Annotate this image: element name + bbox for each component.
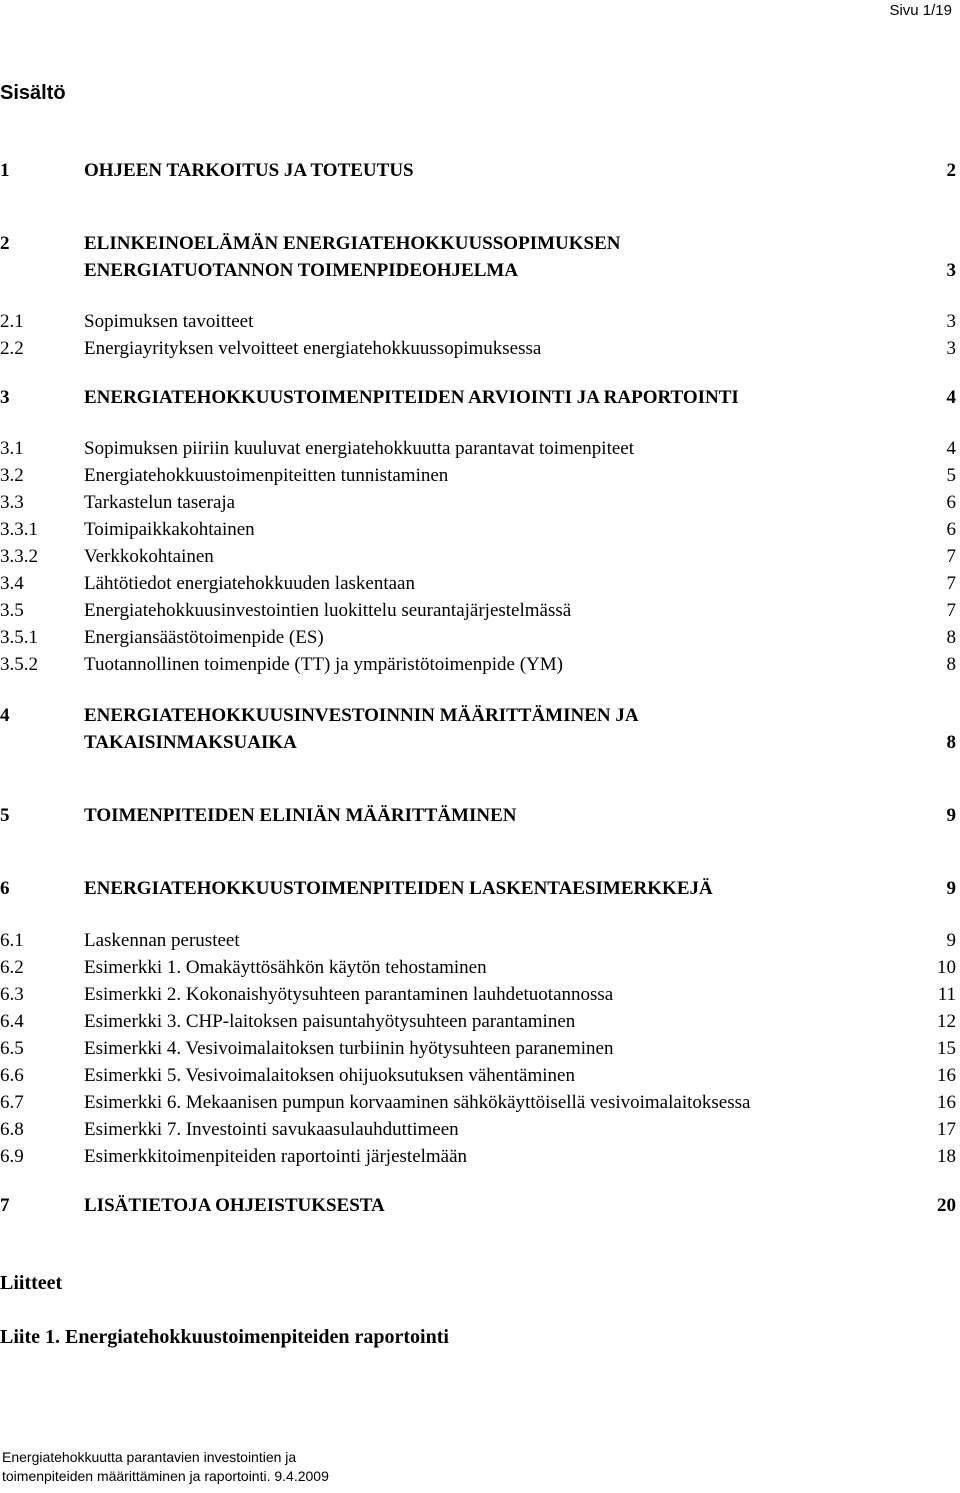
toc-entry-number: 6.4 <box>0 1011 24 1032</box>
toc-entry-number: 3.3 <box>0 492 24 513</box>
toc-entry-page: 7 <box>946 600 956 621</box>
toc-entry-number: 6.6 <box>0 1065 24 1086</box>
toc-entry-title: Tuotannollinen toimenpide (TT) ja ympäristötoimenpide (YM) <box>84 654 563 675</box>
toc-entry-number: 3.5.2 <box>0 654 38 675</box>
toc-entry-number: 7 <box>0 1195 10 1216</box>
toc-entry-page: 8 <box>946 627 956 648</box>
toc-entry-page: 17 <box>937 1119 956 1140</box>
toc-entry-number: 3.5.1 <box>0 627 38 648</box>
toc-entry-number: 3.2 <box>0 465 24 486</box>
toc-entry-page: 6 <box>946 492 956 513</box>
toc-entry-page: 9 <box>946 878 956 899</box>
toc-entry-title: ENERGIATEHOKKUUSINVESTOINNIN MÄÄRITTÄMINEN JA <box>84 705 639 726</box>
toc-entry-number: 1 <box>0 160 10 181</box>
toc-entry-number: 6.9 <box>0 1146 24 1167</box>
toc-entry-title: TOIMENPITEIDEN ELINIÄN MÄÄRITTÄMINEN <box>84 805 517 826</box>
toc-entry-number: 2.1 <box>0 311 24 332</box>
toc-entry-page: 20 <box>937 1195 956 1216</box>
toc-entry-number: 2 <box>0 233 10 254</box>
toc-entry-number: 5 <box>0 805 10 826</box>
toc-entry-page: 9 <box>946 930 956 951</box>
toc-entry-title: Verkkokohtainen <box>84 546 214 567</box>
toc-entry-number: 6.3 <box>0 984 24 1005</box>
toc-entry-number: 6.8 <box>0 1119 24 1140</box>
toc-entry-page: 9 <box>946 805 956 826</box>
toc-entry-number: 3.5 <box>0 600 24 621</box>
toc-entry-page: 10 <box>937 957 956 978</box>
toc-entry-page: 18 <box>937 1146 956 1167</box>
toc-entry-page: 8 <box>946 732 956 753</box>
toc-entry-page: 8 <box>946 654 956 675</box>
toc-entry-number: 3 <box>0 387 10 408</box>
toc-entry-title: ENERGIATEHOKKUUSTOIMENPITEIDEN LASKENTAESIMERKKEJÄ <box>84 878 713 899</box>
toc-entry-title: ELINKEINOELÄMÄN ENERGIATEHOKKUUSSOPIMUKSEN <box>84 233 621 254</box>
toc-entry-number: 3.1 <box>0 438 24 459</box>
toc-entry-page: 12 <box>937 1011 956 1032</box>
toc-entry-title: Toimipaikkakohtainen <box>84 519 255 540</box>
toc-entry-page: 16 <box>937 1092 956 1113</box>
toc-entry-page: 11 <box>937 984 956 1005</box>
toc-entry-number: 6.5 <box>0 1038 24 1059</box>
appendix-item-1[interactable]: Liite 1. Energiatehokkuustoimenpiteiden raportointi <box>0 1326 449 1348</box>
page-number: Sivu 1/19 <box>889 2 952 19</box>
toc-entry-number: 6 <box>0 878 10 899</box>
page-footer <box>2 1448 329 1486</box>
toc-entry-page: 3 <box>946 260 956 281</box>
toc-entry-title: Esimerkki 6. Mekaanisen pumpun korvaaminen sähkökäyttöisellä vesivoimalaitoksessa <box>84 1092 751 1113</box>
toc-entry-page: 16 <box>937 1065 956 1086</box>
toc-entry-title: Sopimuksen piiriin kuuluvat energiatehokkuutta parantavat toimenpiteet <box>84 438 634 459</box>
toc-entry-page: 3 <box>946 311 956 332</box>
toc-entry-title: Energiayrityksen velvoitteet energiatehokkuussopimuksessa <box>84 338 542 359</box>
toc-entry-page: 7 <box>946 573 956 594</box>
toc-entry-page: 4 <box>946 387 956 408</box>
toc-entry-title: Sopimuksen tavoitteet <box>84 311 254 332</box>
toc-entry-title: Esimerkkitoimenpiteiden raportointi järjestelmään <box>84 1146 468 1167</box>
toc-entry-page: 6 <box>946 519 956 540</box>
toc-entry-title: Esimerkki 5. Vesivoimalaitoksen ohijuoksutuksen vähentäminen <box>84 1065 575 1086</box>
toc-entry-title: LISÄTIETOJA OHJEISTUKSESTA <box>84 1195 385 1216</box>
toc-entry-title: Energiatehokkuusinvestointien luokittelu seurantajärjestelmässä <box>84 600 572 621</box>
toc-entry-number: 3.3.1 <box>0 519 38 540</box>
toc-entry-page: 2 <box>946 160 956 181</box>
toc-entry-number: 2.2 <box>0 338 24 359</box>
toc-entry-number: 3.4 <box>0 573 24 594</box>
toc-entry-number: 6.2 <box>0 957 24 978</box>
toc-entry-number: 3.3.2 <box>0 546 38 567</box>
appendices-heading: Liitteet <box>0 1272 63 1294</box>
toc-heading: Sisältö <box>0 82 66 104</box>
toc-entry-title: Laskennan perusteet <box>84 930 240 951</box>
toc-entry-page: 4 <box>946 438 956 459</box>
toc-entry-title: Energiansäästötoimenpide (ES) <box>84 627 324 648</box>
toc-entry-title: Esimerkki 7. Investointi savukaasulauhduttimeen <box>84 1119 459 1140</box>
toc-entry-title: Esimerkki 2. Kokonaishyötysuhteen parantaminen lauhdetuotannossa <box>84 984 614 1005</box>
toc-entry-number: 4 <box>0 705 10 726</box>
toc-entry-page: 15 <box>937 1038 956 1059</box>
toc-entry-title: Lähtötiedot energiatehokkuuden laskentaan <box>84 573 415 594</box>
toc-entry-title: Energiatehokkuustoimenpiteitten tunnistaminen <box>84 465 449 486</box>
toc-entry-page: 5 <box>946 465 956 486</box>
toc-entry-title: Esimerkki 4. Vesivoimalaitoksen turbiinin hyötysuhteen paraneminen <box>84 1038 614 1059</box>
toc-entry-page: 7 <box>946 546 956 567</box>
footer-line-1: Energiatehokkuutta parantavien investointien ja <box>2 1449 297 1465</box>
toc-entry-page: 3 <box>946 338 956 359</box>
toc-entry-title: OHJEEN TARKOITUS JA TOTEUTUS <box>84 160 414 181</box>
footer-line-2: toimenpiteiden määrittäminen ja raportointi. 9.4.2009 <box>2 1468 329 1484</box>
toc-entry-number: 6.1 <box>0 930 24 951</box>
toc-entry-title-continued: TAKAISINMAKSUAIKA <box>84 732 297 753</box>
toc-entry-title: ENERGIATEHOKKUUSTOIMENPITEIDEN ARVIOINTI JA RAPORTOINTI <box>84 387 739 408</box>
toc-entry-title: Esimerkki 1. Omakäyttösähkön käytön tehostaminen <box>84 957 487 978</box>
toc-entry-title: Tarkastelun taseraja <box>84 492 236 513</box>
toc-entry-title-continued: ENERGIATUOTANNON TOIMENPIDEOHJELMA <box>84 260 519 281</box>
toc-entry-number: 6.7 <box>0 1092 24 1113</box>
toc-entry-title: Esimerkki 3. CHP-laitoksen paisuntahyötysuhteen parantaminen <box>84 1011 576 1032</box>
